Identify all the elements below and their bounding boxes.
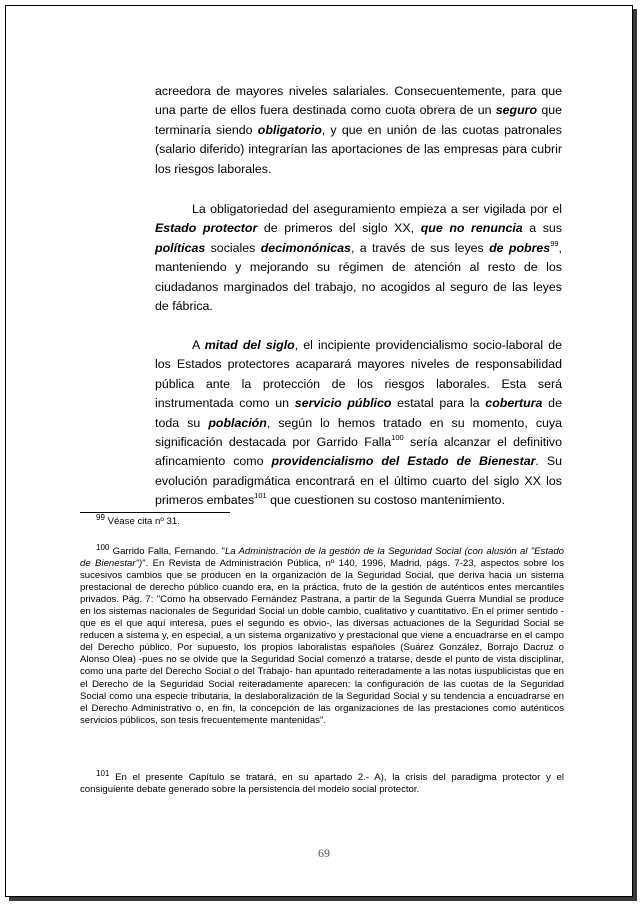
footnote-number: 101 <box>96 768 110 778</box>
text-run: a sus <box>522 221 563 236</box>
paragraph-text <box>155 200 562 316</box>
emphasis-text: cobertura <box>485 396 543 411</box>
footnote-100 <box>80 542 564 727</box>
text-run: sería alcanzar el definitivo afincamiento como <box>155 435 562 469</box>
emphasis-text: providencialismo del Estado de Bienestar <box>271 454 536 469</box>
footnote-number: 99 <box>96 512 105 522</box>
text-run: , según lo hemos tratado en su momento, cuya significación destacada por Garrido Falla <box>155 415 562 450</box>
footnote-text <box>80 542 564 727</box>
emphasis-text: decimonónicas <box>260 240 351 255</box>
text-run: . Su evolución paradigmática encontrará en el último cuarto del siglo XX los primeros embates <box>155 454 562 508</box>
emphasis-text: políticas <box>155 240 206 255</box>
body-paragraph-1 <box>155 82 562 179</box>
italic-title: La Administración de la gestión de la Seguridad Social (con alusión al "Estado de Bienestar") <box>80 546 564 570</box>
text-run: ". En Revista de Administración Pública, nº 140, 1996, Madrid, págs. 7-23, aspectos sobre los sucesivos cambios que se producen en la organización de la Seguridad Social, que deriva hacia un sistema prestacional de derecho público cuando era, en la práctica, fruto de la gestión de auténticos entes mercantiles privados. Pág. 7: "Como ha observado Fernández Pastrana, a partir de la Segunda Guerra Mundial se produce en los sistemas nacionales de Seguridad Social un doble cambio, cualitativo y cuantitativo. En el primer sentido -que es el que aquí interesa, pues el segundo es obvio-, las diversas actuaciones de la Seguridad Social se reducen a sistema y, en especial, a un sistema organizativo y prestacional que viene a encuadrarse en el campo del Derecho público. Por supuesto, los propios laboralistas españoles (Suárez González, Borrajo Dacruz o Alonso Olea) -pues no se olvide que la Seguridad Social comenzó a tratarse, desde el punto de vista disciplinar, como una parte del Derecho Social o del Trabajo- han apuntado reiteradamente a las notas iuspublicistas que en el Derecho de la Seguridad Social reiteradamente aparecen: la configuración de las cuotas de la Seguridad Social como una especie tributaria, la deslaboralización de la Seguridad Social y su tendencia a encuadrarse en el Derecho Administrativo o, en fin, la concepción de las organizaciones de las prestaciones como auténticos servicios públicos, son tesis frecuentemente mantenidas". <box>80 558 564 726</box>
emphasis-text: seguro <box>495 103 538 118</box>
paragraph-text <box>155 336 562 511</box>
footnote-ref: 100 <box>391 432 404 442</box>
footnote-number: 100 <box>96 542 110 552</box>
emphasis-text: población <box>208 415 267 430</box>
text-run: , y que en unión de las cuotas patronales (salario diferido) integrarían las aportaciones de las empresas para cubrir los riesgos laborales. <box>155 122 562 176</box>
text-run: sociales <box>205 240 261 255</box>
text-run: estatal para la <box>391 396 486 411</box>
text-run: de toda su <box>155 396 562 430</box>
text-run: acreedora de mayores niveles salariales. Consecuentemente, para que una parte de ellos fuera destinada como cuota obrera de un <box>155 84 562 118</box>
text-run: que cuestionen su costoso mantenimiento. <box>266 493 506 508</box>
emphasis-text: mitad del siglo <box>204 338 295 352</box>
text-run: En el presente Capítulo se tratará, en su apartado 2.- A), la crisis del paradigma protector y el consiguiente debate generado sobre la persistencia del modelo social protector. <box>80 772 564 796</box>
text-run: de primeros del siglo XX, <box>257 221 421 236</box>
emphasis-text: obligatorio <box>257 122 322 137</box>
footnote-101 <box>80 768 564 796</box>
footnote-ref: 101 <box>254 491 267 501</box>
text-run: Véase cita nº 31. <box>104 516 180 527</box>
paragraph-text <box>155 82 562 179</box>
document-page <box>5 5 633 897</box>
footnote-text <box>80 768 564 796</box>
body-paragraph-3 <box>155 336 562 511</box>
text-run: , manteniendo y mejorando su régimen de atención al resto de los ciudadanos marginados del trabajo, no acogidos al seguro de las leyes de fábrica. <box>155 240 562 314</box>
text-run: que terminaría siendo <box>155 103 562 137</box>
emphasis-text: servicio público <box>294 396 392 411</box>
footnote-text <box>80 512 564 528</box>
emphasis-text: que no renuncia <box>420 221 523 236</box>
text-run: La obligatoriedad del aseguramiento empieza a ser vigilada por el <box>192 202 562 216</box>
body-paragraph-2 <box>155 200 562 316</box>
text-run: , a través de sus leyes <box>350 240 490 255</box>
emphasis-text: Estado protector <box>155 221 258 236</box>
text-run: Garrido Falla, Fernando. " <box>109 546 225 557</box>
footnote-ref: 99 <box>550 238 559 248</box>
text-run: A <box>192 338 205 352</box>
page-number: 69 <box>318 846 330 860</box>
text-run: , el incipiente providencialismo socio-laboral de los Estados protectores acaparará mayores niveles de responsabilidad pública ante la protección de los riesgos laborales. Esta será instrumentada como un <box>155 338 562 411</box>
emphasis-text: de pobres <box>489 240 551 255</box>
footnote-99 <box>80 512 564 528</box>
